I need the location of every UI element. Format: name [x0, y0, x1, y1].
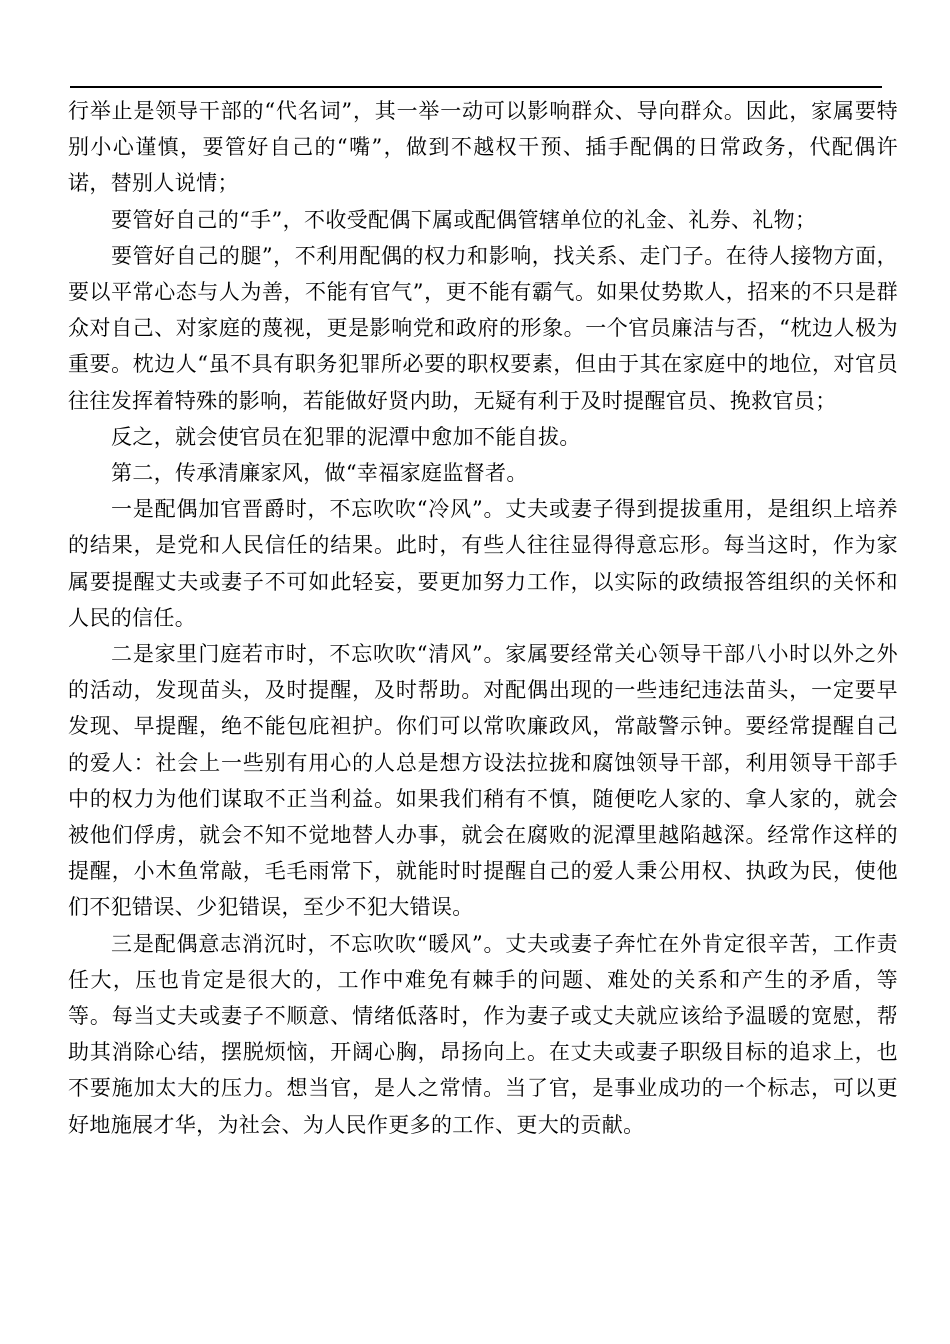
- paragraph-7: 二是家里门庭若市时，不忘吹吹“清风”。家属要经常关心领导干部八小时以外之外的活动，发现苗头，及时提醒，及时帮助。对配偶出现的一些违纪违法苗头，一定要早发现、早提醒，绝不能包庇袒护。你们可以常吹廉政风，常敲警示钟。要经常提醒自己的爱人：社会上一些别有用心的人总是想方设法拉拢和腐蚀领导干部，利用领导干部手中的权力为他们谋取不正当利益。如果我们稍有不慎，随便吃人家的、拿人家的，就会被他们俘虏，就会不知不觉地替人办事，就会在腐败的泥潭里越陷越深。经常作这样的提醒，小木鱼常敲，毛毛雨常下，就能时时提醒自己的爱人秉公用权、执政为民，使他们不犯错误、少犯错误，至少不犯大错误。: [68, 642, 898, 920]
- paragraph-6: 一是配偶加官晋爵时，不忘吹吹“冷风”。丈夫或妻子得到提拔重用，是组织上培养的结果，是党和人民信任的结果。此时，有些人往往显得得意忘形。每当这时，作为家属要提醒丈夫或妻子不可如此轻妄，要更加努力工作，以实际的政绩报答组织的关怀和人民的信任。: [68, 497, 898, 630]
- paragraph-2: 要管好自己的“手”，不收受配偶下属或配偶管辖单位的礼金、礼券、礼物；: [111, 207, 817, 232]
- paragraph-8: 三是配偶意志消沉时，不忘吹吹“暖风”。丈夫或妻子奔忙在外肯定很辛苦，工作责任大，压也肯定是很大的，工作中难免有棘手的问题、难处的关系和产生的矛盾，等等。每当丈夫或妻子不顺意、情绪低落时，作为妻子或丈夫就应该给予温暖的宽慰，帮助其消除心结，摆脱烦恼，开阔心胸，昂扬向上。在丈夫或妻子职级目标的追求上，也不要施加太大的压力。想当官，是人之常情。当了官，是事业成功的一个标志，可以更好地施展才华，为社会、为人民作更多的工作、更大的贡献。: [68, 931, 898, 1137]
- header-rule: [70, 86, 882, 88]
- paragraph-1: 行举止是领导干部的“代名词”，其一举一动可以影响群众、导向群众。因此，家属要特别小心谨慎，要管好自己的“嘴”，做到不越权干预、插手配偶的日常政务，代配偶许诺，替别人说情；: [68, 99, 898, 196]
- paragraph-3: 要管好自己的腿”，不利用配偶的权力和影响，找关系、走门子。在待人接物方面，要以平常心态与人为善，不能有官气”，更不能有霸气。如果仗势欺人，招来的不只是群众对自己、对家庭的蔑视，更是影响党和政府的形象。一个官员廉洁与否，“枕边人极为重要。枕边人“虽不具有职务犯罪所必要的职权要素，但由于其在家庭中的地位，对官员往往发挥着特殊的影响，若能做好贤内助，无疑有利于及时提醒官员、挽救官员；: [68, 243, 898, 413]
- document-body: [68, 93, 898, 1143]
- paragraph-5: 第二，传承清廉家风，做“幸福家庭监督者。: [111, 461, 528, 486]
- paragraph-4: 反之，就会使官员在犯罪的泥潭中愈加不能自拔。: [111, 424, 581, 449]
